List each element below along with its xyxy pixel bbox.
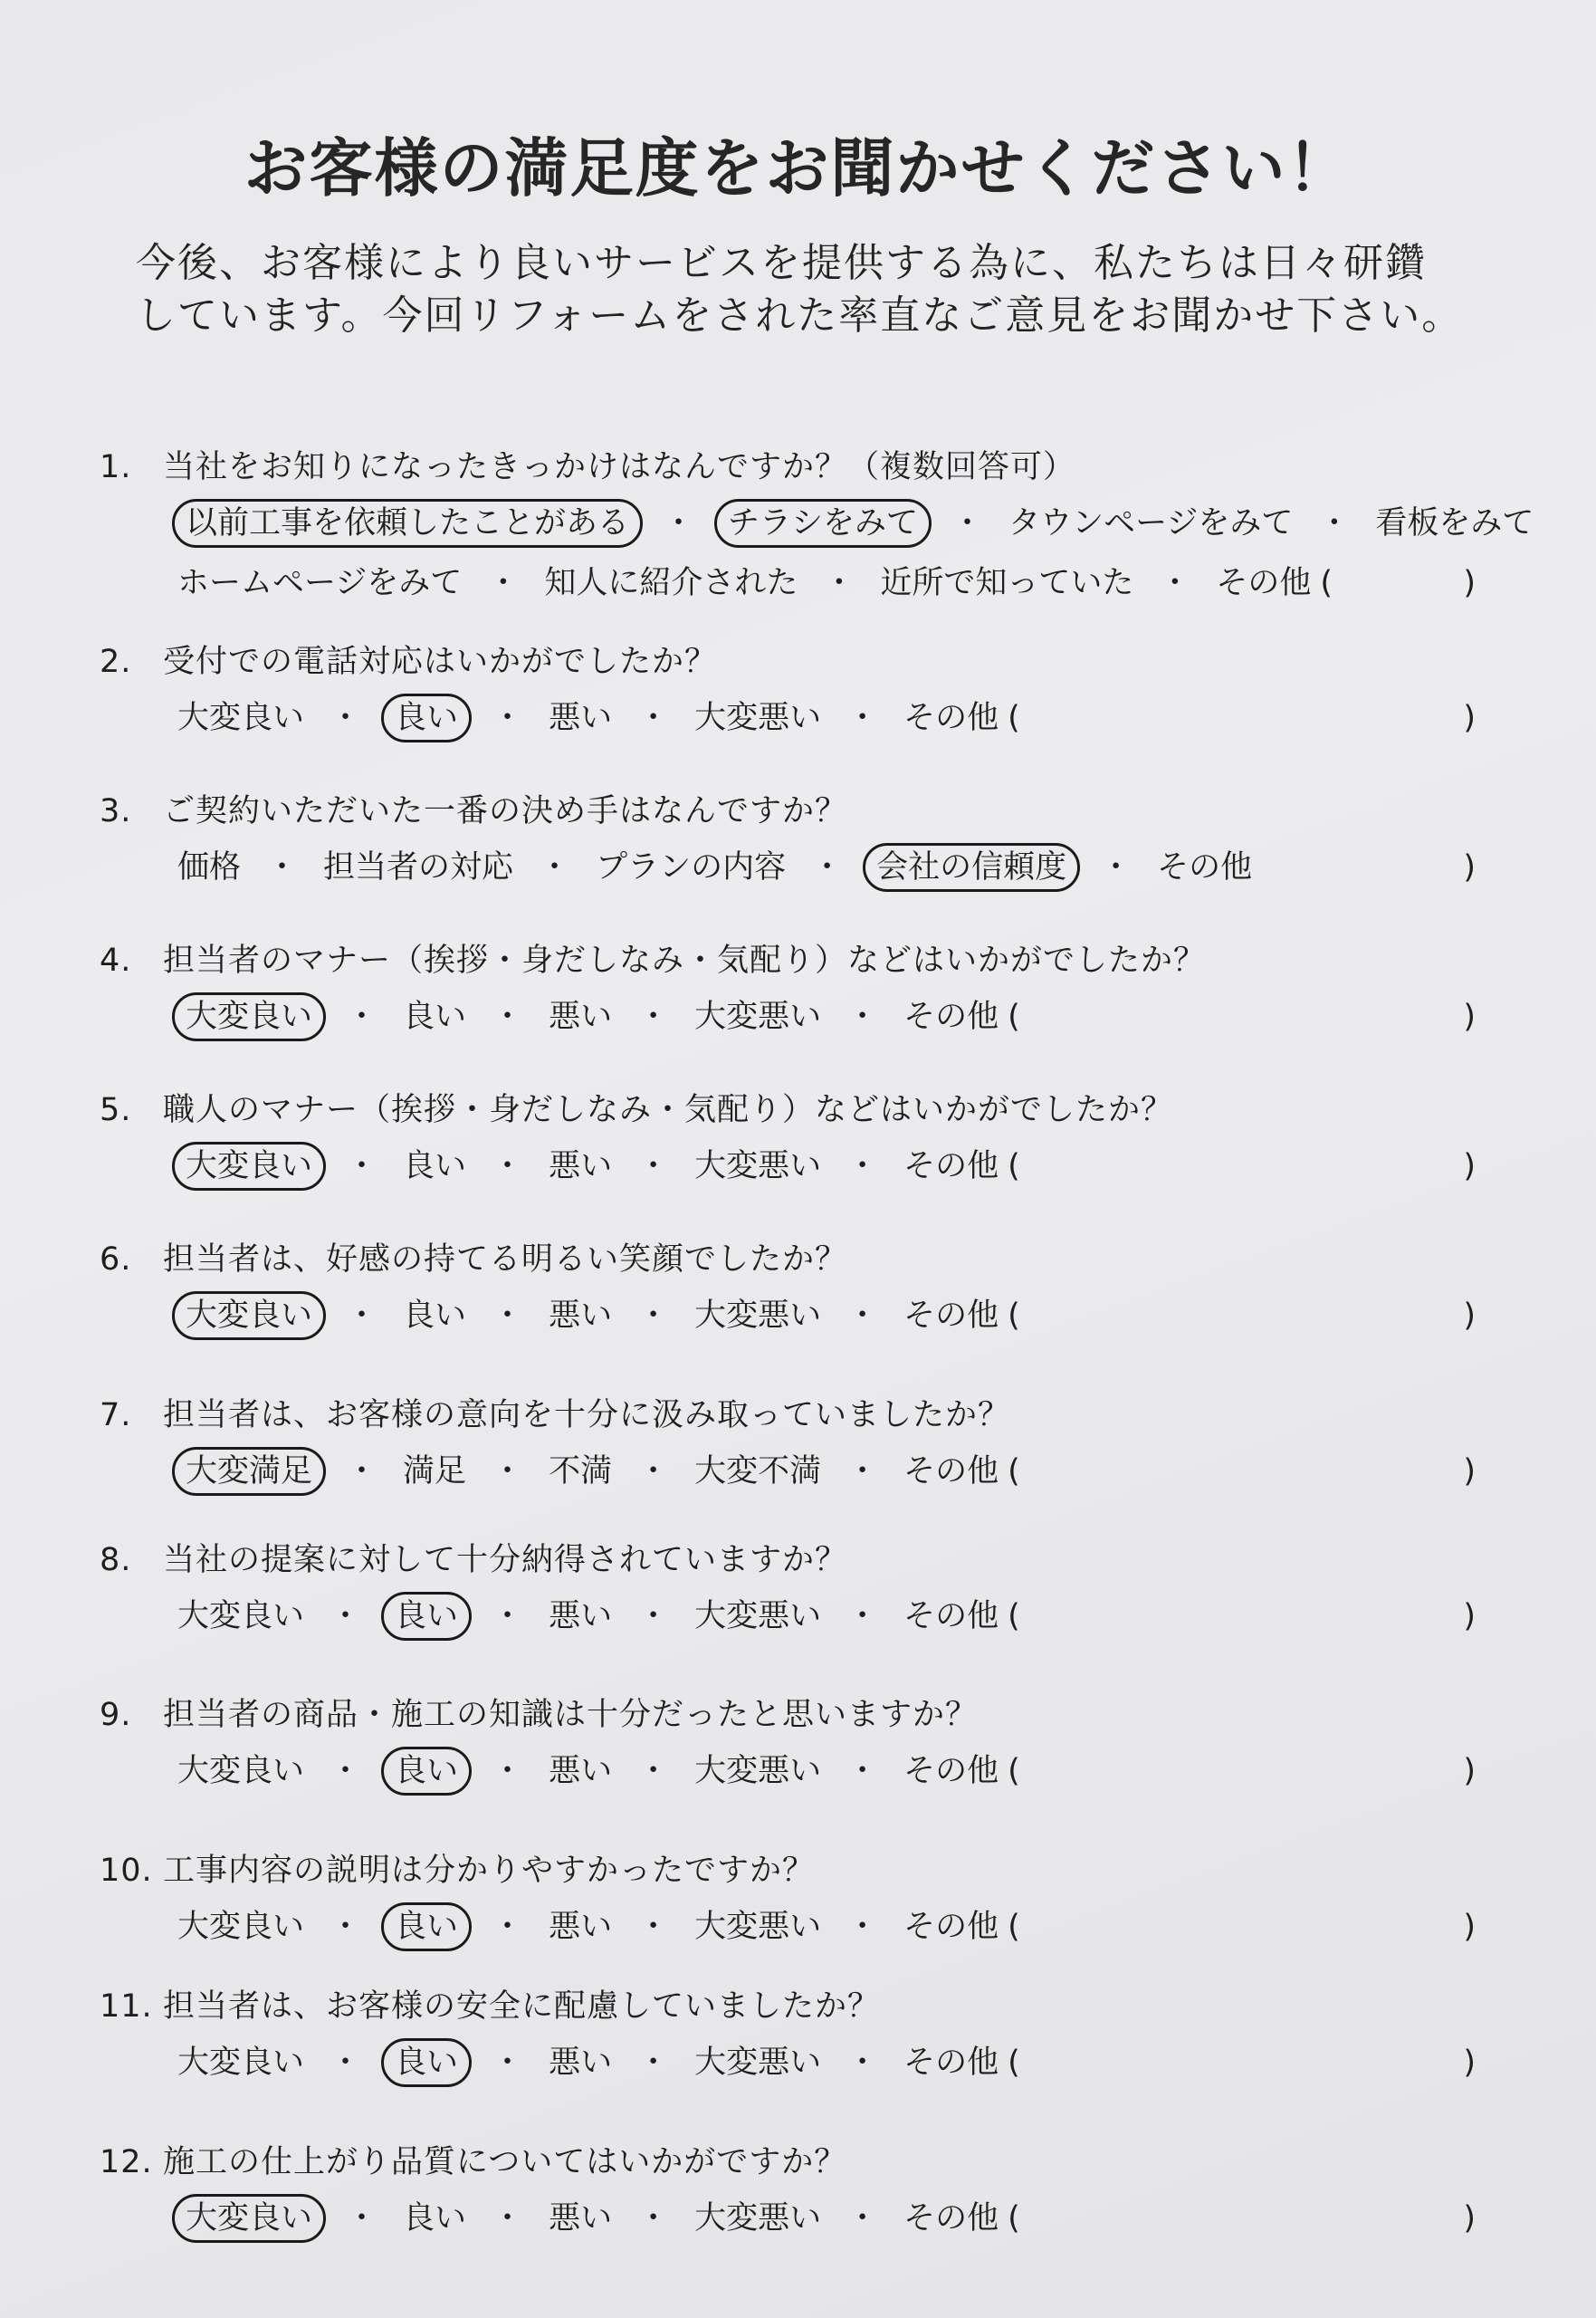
answer-option[interactable]: 大変悪い <box>694 2045 822 2081</box>
question-number: 3. <box>100 793 132 829</box>
question-text: 工事内容の説明は分かりやすかったですか？ <box>163 1853 816 1889</box>
answer-option-selected[interactable]: 大変良い <box>172 1142 326 1191</box>
other-paren-open: ( <box>1008 2200 1020 2237</box>
question-heading <box>100 1087 1512 1134</box>
question-text: 職人のマナー（挨拶・身だしなみ・気配り）などはいかがでしたか？ <box>163 1092 1174 1128</box>
answer-option[interactable]: 悪い <box>549 700 613 736</box>
answer-option[interactable]: 悪い <box>549 1753 613 1789</box>
answer-option[interactable]: その他 <box>903 1148 999 1184</box>
answer-option[interactable]: その他 <box>1216 565 1312 601</box>
answer-option[interactable]: 良い <box>403 1298 467 1334</box>
answer-option-selected[interactable]: 大変良い <box>172 2194 326 2243</box>
other-paren-close: ) <box>1463 849 1476 886</box>
option-separator: ・ <box>346 1148 378 1184</box>
option-separator: ・ <box>637 2045 670 2081</box>
intro-line: しています。今回リフォームをされた率直なご意見をお聞かせ下さい。 <box>136 292 1464 339</box>
question-12 <box>100 2139 1512 2246</box>
option-separator: ・ <box>330 700 362 736</box>
option-separator: ・ <box>846 1148 879 1184</box>
option-separator: ・ <box>492 2045 524 2081</box>
option-separator: ・ <box>637 1909 670 1945</box>
answer-options <box>100 496 1534 551</box>
answer-option-selected[interactable]: 大変満足 <box>172 1447 326 1496</box>
answer-options <box>100 1288 1512 1343</box>
other-paren-close: ) <box>1463 700 1476 736</box>
answer-option[interactable]: プランの内容 <box>596 849 787 886</box>
answer-option[interactable]: 大変悪い <box>694 1148 822 1184</box>
option-separator: ・ <box>539 849 571 886</box>
answer-option[interactable]: その他 <box>903 1909 999 1945</box>
question-text: 担当者のマナー（挨拶・身だしなみ・気配り）などはいかがでしたか？ <box>163 943 1207 979</box>
question-heading <box>100 638 1512 685</box>
question-number: 5. <box>100 1092 132 1128</box>
option-separator: ・ <box>266 849 299 886</box>
answer-option[interactable]: その他 <box>903 2200 999 2237</box>
option-separator: ・ <box>637 1598 670 1634</box>
question-10 <box>100 1847 1512 1954</box>
question-heading <box>100 444 1512 491</box>
option-separator: ・ <box>811 849 844 886</box>
option-separator: ・ <box>637 1148 670 1184</box>
answer-option[interactable]: 大変悪い <box>694 1298 822 1334</box>
question-number: 4. <box>100 943 132 979</box>
option-separator: ・ <box>637 2200 670 2237</box>
answer-option[interactable]: 良い <box>403 2200 467 2237</box>
question-number: 12. <box>100 2144 153 2180</box>
answer-option[interactable]: 価格 <box>177 849 242 886</box>
question-4 <box>100 937 1512 1044</box>
answer-options <box>100 1139 1512 1193</box>
answer-option[interactable]: その他 <box>903 1598 999 1634</box>
question-text: ご契約いただいた一番の決め手はなんですか？ <box>163 793 848 829</box>
option-separator: ・ <box>346 999 378 1035</box>
option-separator: ・ <box>637 1453 670 1489</box>
question-text: 担当者の商品・施工の知識は十分だったと思いますか？ <box>163 1697 979 1733</box>
answer-option-selected[interactable]: 良い <box>381 1902 472 1951</box>
answer-option[interactable]: その他 <box>903 2045 999 2081</box>
answer-options <box>100 1900 1512 1954</box>
option-separator: ・ <box>637 700 670 736</box>
question-text: 担当者は、お客様の意向を十分に汲み取っていましたか？ <box>163 1397 1011 1433</box>
other-paren-open: ( <box>1008 1298 1020 1334</box>
other-paren-open: ( <box>1008 1148 1020 1184</box>
question-number: 6. <box>100 1241 132 1278</box>
answer-option-selected[interactable]: 良い <box>381 2038 472 2087</box>
option-separator: ・ <box>846 999 879 1035</box>
option-separator: ・ <box>846 1753 879 1789</box>
answer-options <box>100 990 1512 1044</box>
answer-option[interactable]: 知人に紹介された <box>544 565 798 601</box>
option-separator: ・ <box>330 1909 362 1945</box>
answer-option[interactable]: 悪い <box>549 2045 613 2081</box>
option-separator: ・ <box>823 565 855 601</box>
option-separator: ・ <box>492 1148 524 1184</box>
option-separator: ・ <box>663 505 695 541</box>
question-heading <box>100 1691 1512 1738</box>
option-separator: ・ <box>846 700 879 736</box>
question-number: 11. <box>100 1988 153 2025</box>
option-separator: ・ <box>637 999 670 1035</box>
answer-option-selected[interactable]: 大変良い <box>172 1291 326 1340</box>
other-paren-close: ) <box>1463 2200 1476 2237</box>
question-heading <box>100 1392 1512 1439</box>
question-text: 当社をお知りになったきっかけはなんですか？（複数回答可） <box>163 449 1076 485</box>
answer-option[interactable]: 大変悪い <box>694 1909 822 1945</box>
answer-options <box>100 691 1512 745</box>
question-2 <box>100 638 1512 745</box>
other-paren-open: ( <box>1008 700 1020 736</box>
answer-option[interactable]: 良い <box>403 999 467 1035</box>
answer-option[interactable]: タウンページをみて <box>1008 505 1294 541</box>
question-heading <box>100 937 1512 984</box>
answer-option[interactable]: 大変良い <box>177 700 305 736</box>
other-paren-close: ) <box>1463 1753 1476 1789</box>
question-heading <box>100 1847 1512 1894</box>
answer-options <box>100 1744 1512 1798</box>
option-separator: ・ <box>846 2200 879 2237</box>
other-paren-open: ( <box>1008 1598 1020 1634</box>
question-number: 2. <box>100 644 132 680</box>
question-7 <box>100 1392 1512 1499</box>
answer-option-selected[interactable]: 大変良い <box>172 992 326 1041</box>
answer-option[interactable]: ホームページをみて <box>177 565 463 601</box>
option-separator: ・ <box>346 2200 378 2237</box>
answer-options <box>100 1589 1512 1643</box>
option-separator: ・ <box>492 2200 524 2237</box>
question-number: 7. <box>100 1397 132 1433</box>
other-paren-close: ) <box>1463 999 1476 1035</box>
answer-option[interactable]: 大変悪い <box>694 999 822 1035</box>
answer-option[interactable]: 悪い <box>549 1298 613 1334</box>
question-heading <box>100 1236 1512 1283</box>
answer-options <box>100 1444 1512 1499</box>
option-separator: ・ <box>492 1909 524 1945</box>
option-separator: ・ <box>846 1909 879 1945</box>
answer-option[interactable]: 大変良い <box>177 2045 305 2081</box>
option-separator: ・ <box>487 565 520 601</box>
option-separator: ・ <box>346 1453 378 1489</box>
option-separator: ・ <box>846 1598 879 1634</box>
option-separator: ・ <box>846 1453 879 1489</box>
question-number: 8. <box>100 1542 132 1578</box>
other-paren-open: ( <box>1320 565 1333 601</box>
option-separator: ・ <box>492 1453 524 1489</box>
other-paren-close: ) <box>1463 1453 1476 1489</box>
answer-option[interactable]: 悪い <box>549 1598 613 1634</box>
other-paren-open: ( <box>1008 1909 1020 1945</box>
question-number: 10. <box>100 1853 153 1889</box>
answer-option-selected[interactable]: チラシをみて <box>714 499 932 548</box>
other-paren-open: ( <box>1008 1453 1020 1489</box>
option-separator: ・ <box>492 1298 524 1334</box>
answer-option[interactable]: 悪い <box>549 999 613 1035</box>
answer-option[interactable]: 担当者の対応 <box>323 849 514 886</box>
answer-options <box>100 2191 1512 2246</box>
question-heading <box>100 788 1512 835</box>
answer-option[interactable]: 大変良い <box>177 1753 305 1789</box>
question-text: 施工の仕上がり品質についてはいかがですか？ <box>163 2144 847 2180</box>
answer-option[interactable]: その他 <box>1157 849 1253 886</box>
option-separator: ・ <box>1159 565 1191 601</box>
question-text: 担当者は、お客様の安全に配慮していましたか？ <box>163 1988 881 2025</box>
answer-option[interactable]: 悪い <box>549 1909 613 1945</box>
answer-option-selected[interactable]: 良い <box>381 694 472 742</box>
answer-option[interactable]: 良い <box>403 1148 467 1184</box>
option-separator: ・ <box>637 1753 670 1789</box>
option-separator: ・ <box>492 700 524 736</box>
question-8 <box>100 1537 1512 1643</box>
answer-option[interactable]: 大変悪い <box>694 1753 822 1789</box>
question-3 <box>100 788 1512 895</box>
question-heading <box>100 1983 1512 2030</box>
question-9 <box>100 1691 1512 1798</box>
answer-option[interactable]: その他 <box>903 1753 999 1789</box>
page-title: お客様の満足度をお聞かせください！ <box>244 131 1352 206</box>
answer-option-selected[interactable]: 以前工事を依頼したことがある <box>172 499 643 548</box>
other-paren-close: ) <box>1463 565 1476 601</box>
answer-option[interactable]: 大変不満 <box>694 1453 822 1489</box>
answer-options <box>100 840 1512 895</box>
question-heading <box>100 1537 1512 1584</box>
answer-option[interactable]: 不満 <box>549 1453 613 1489</box>
question-text: 当社の提案に対して十分納得されていますか？ <box>163 1542 848 1578</box>
option-separator: ・ <box>637 1298 670 1334</box>
option-separator: ・ <box>846 1298 879 1334</box>
question-heading <box>100 2139 1512 2186</box>
option-separator: ・ <box>330 2045 362 2081</box>
other-paren-open: ( <box>1008 1753 1020 1789</box>
intro-line: 今後、お客様により良いサービスを提供する為に、私たちは日々研鑽 <box>136 240 1427 286</box>
option-separator: ・ <box>951 505 984 541</box>
other-paren-close: ) <box>1463 1298 1476 1334</box>
option-separator: ・ <box>330 1598 362 1634</box>
answer-option[interactable]: 悪い <box>549 1148 613 1184</box>
option-separator: ・ <box>1100 849 1132 886</box>
option-separator: ・ <box>492 999 524 1035</box>
answer-options <box>100 2035 1512 2090</box>
other-paren-close: ) <box>1463 2045 1476 2081</box>
option-separator: ・ <box>1318 505 1351 541</box>
answer-option[interactable]: 大変悪い <box>694 1598 822 1634</box>
answer-option[interactable]: 悪い <box>549 2200 613 2237</box>
answer-option[interactable]: その他 <box>903 700 999 736</box>
question-text: 担当者は、好感の持てる明るい笑顔でしたか？ <box>163 1241 848 1278</box>
answer-option[interactable]: 満足 <box>403 1453 467 1489</box>
option-separator: ・ <box>846 2045 879 2081</box>
answer-option[interactable]: その他 <box>903 999 999 1035</box>
answer-option[interactable]: 大変悪い <box>694 2200 822 2237</box>
other-paren-close: ) <box>1463 1909 1476 1945</box>
option-separator: ・ <box>492 1753 524 1789</box>
option-separator: ・ <box>346 1298 378 1334</box>
question-6 <box>100 1236 1512 1343</box>
question-number: 1. <box>100 449 132 485</box>
other-paren-close: ) <box>1463 1148 1476 1184</box>
question-5 <box>100 1087 1512 1193</box>
other-paren-open: ( <box>1008 999 1020 1035</box>
option-separator: ・ <box>492 1598 524 1634</box>
answer-option[interactable]: 大変良い <box>177 1909 305 1945</box>
answer-option-selected[interactable]: 良い <box>381 1747 472 1796</box>
answer-options <box>100 556 1512 610</box>
question-number: 9. <box>100 1697 132 1733</box>
answer-option[interactable]: その他 <box>903 1453 999 1489</box>
answer-option[interactable]: 大変良い <box>177 1598 305 1634</box>
option-separator: ・ <box>330 1753 362 1789</box>
answer-option[interactable]: 大変悪い <box>694 700 822 736</box>
question-1 <box>100 444 1534 610</box>
other-paren-close: ) <box>1463 1598 1476 1634</box>
answer-option-selected[interactable]: 良い <box>381 1592 472 1641</box>
intro-text <box>136 237 1494 342</box>
answer-option[interactable]: 近所で知っていた <box>880 565 1134 601</box>
answer-option[interactable]: その他 <box>903 1298 999 1334</box>
question-11 <box>100 1983 1512 2090</box>
question-text: 受付での電話対応はいかがでしたか？ <box>163 644 718 680</box>
answer-option[interactable]: 看板をみて <box>1375 505 1534 541</box>
answer-option-selected[interactable]: 会社の信頼度 <box>863 843 1080 892</box>
other-paren-open: ( <box>1008 2045 1020 2081</box>
